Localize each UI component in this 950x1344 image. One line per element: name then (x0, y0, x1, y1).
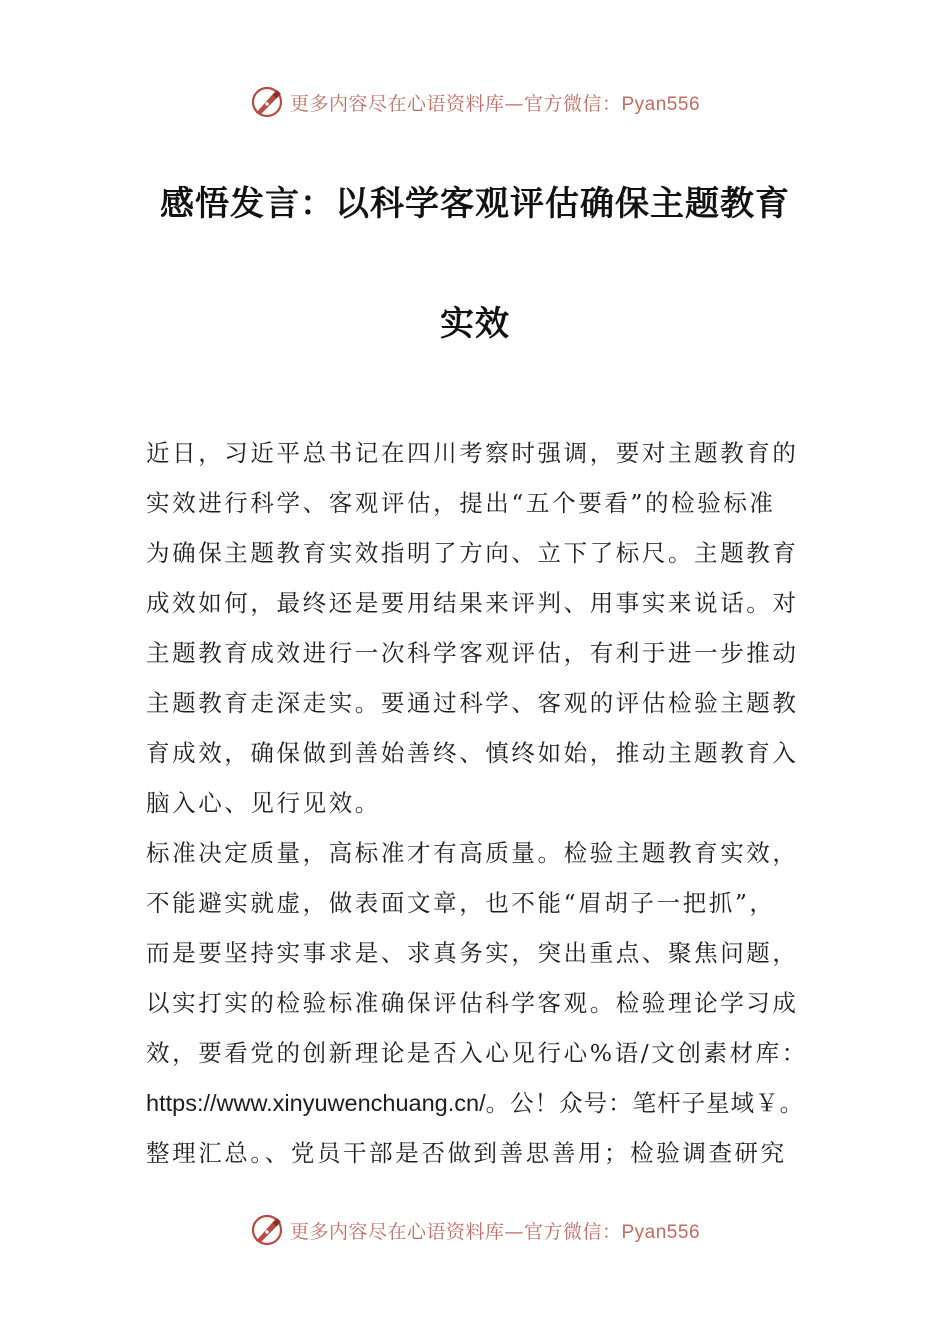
body-line: 以实打实的检验标准确保评估科学客观。检验理论学习成 (146, 989, 799, 1017)
body-line: 为确保主题教育实效指明了方向、立下了标尺。主题教育 (146, 539, 799, 567)
body-line: 整理汇总。、党员干部是否做到善思善用；检验调查研究 (146, 1139, 787, 1167)
header-banner (0, 80, 950, 124)
page-title-line-2: 实效 (440, 304, 510, 344)
body-line: 成效如何，最终还是要用结果来评判、用事实来说话。对 (146, 589, 799, 617)
body-text (146, 428, 826, 1178)
header-wechat-id: Pyan556 (621, 93, 701, 115)
page-title-line-1: 感悟发言：以科学客观评估确保主题教育 (160, 184, 790, 224)
body-line: 不能避实就虚，做表面文章，也不能“眉胡子一把抓”， (146, 889, 776, 917)
footer-banner-text: 更多内容尽在心语资料库—官方微信：Pyan556 (289, 1220, 701, 1243)
body-line: 育成效，确保做到善始善终、慎终如始，推动主题教育入 (146, 739, 799, 767)
footer-wechat-id: Pyan556 (621, 1221, 701, 1243)
pen-nib-logo-icon (250, 85, 284, 119)
body-line: 实效进行科学、客观评估，提出“五个要看”的检验标准 (146, 489, 776, 517)
body-line: 标准决定质量，高标准才有高质量。检验主题教育实效， (146, 839, 799, 867)
body-line: 脑入心、见行见效。 (146, 789, 381, 817)
source-url: https://www.xinyuwenchuang.cn/ (146, 1090, 486, 1116)
url-line-rest: 。公！众号：笔杆子星域￥。 (485, 1089, 805, 1117)
footer-banner (0, 1208, 950, 1252)
body-line: 主题教育成效进行一次科学客观评估，有利于进一步推动 (146, 639, 799, 667)
header-banner-text: 更多内容尽在心语资料库—官方微信：Pyan556 (289, 92, 701, 115)
url-line (146, 1078, 826, 1128)
pen-nib-logo-icon (250, 1213, 284, 1247)
body-line: 而是要坚持实事求是、求真务实，突出重点、聚焦问题， (146, 939, 799, 967)
body-line: 主题教育走深走实。要通过科学、客观的评估检验主题教 (146, 689, 799, 717)
body-line: 效，要看党的创新理论是否入心见行心%语/文创素材库： (146, 1039, 808, 1067)
body-line: 近日，习近平总书记在四川考察时强调，要对主题教育的 (146, 439, 799, 467)
